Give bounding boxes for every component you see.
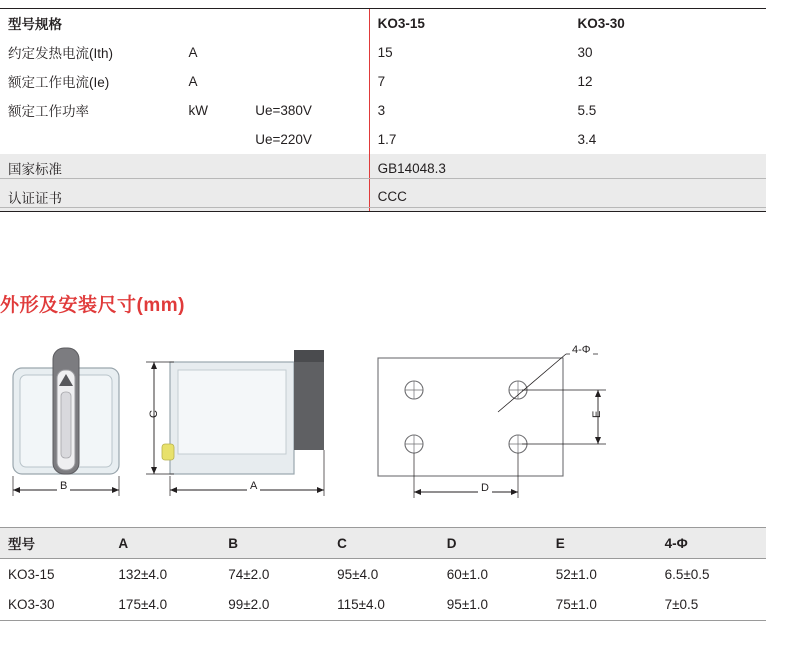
spec-row-value-certificate: CCC bbox=[369, 183, 569, 212]
page-title: 外形及安装尺寸(mm) bbox=[0, 295, 185, 316]
side-view-drawing bbox=[140, 340, 355, 530]
spec-row-unit: kW bbox=[188, 102, 208, 118]
spec-row-value-ko3-15: 7 bbox=[369, 67, 569, 96]
dim-label-e: E bbox=[591, 410, 603, 418]
spec-header-row bbox=[0, 9, 766, 38]
spec-row-label bbox=[0, 125, 180, 154]
spec-header-ko3-15: KO3-15 bbox=[369, 9, 569, 38]
spec-row-cond: Ue=380V bbox=[255, 102, 312, 118]
spec-row-cond: Ue=220V bbox=[255, 131, 312, 147]
dim-header-c: C bbox=[329, 528, 439, 559]
dim-label-d: D bbox=[478, 482, 492, 494]
dim-header-b: B bbox=[220, 528, 329, 559]
spec-row-value-ko3-15: 1.7 bbox=[369, 125, 569, 154]
dim-cell-a: 132±4.0 bbox=[118, 566, 168, 582]
spec-row-label: 国家标准 bbox=[0, 154, 180, 183]
spec-header-cond bbox=[247, 9, 369, 38]
dim-label-b-front: B bbox=[57, 480, 70, 492]
spec-separator-2 bbox=[0, 207, 766, 208]
spec-row-ith bbox=[0, 38, 766, 67]
spec-row-cond bbox=[247, 38, 369, 67]
spec-header-ko3-30: KO3-30 bbox=[570, 9, 766, 38]
dim-label-a: A bbox=[247, 480, 260, 492]
dim-cell-b: 74±2.0 bbox=[228, 566, 270, 582]
spec-row-ie bbox=[0, 67, 766, 96]
dim-label-holes: 4-Φ bbox=[572, 344, 591, 356]
front-view-drawing bbox=[5, 340, 145, 530]
dim-cell-a: 175±4.0 bbox=[110, 590, 220, 621]
dimension-drawings bbox=[0, 330, 786, 520]
dim-header-a: A bbox=[110, 528, 220, 559]
spec-row-value-ko3-15: 15 bbox=[369, 38, 569, 67]
dim-header-row bbox=[0, 528, 766, 559]
dim-cell-b: 99±2.0 bbox=[220, 590, 329, 621]
dim-cell-d: 95±1.0 bbox=[439, 590, 548, 621]
dim-cell-d: 60±1.0 bbox=[446, 566, 488, 582]
dim-label-c: C bbox=[148, 410, 160, 418]
spec-row-value-ko3-15: 3 bbox=[369, 96, 569, 125]
spec-row-power-380 bbox=[0, 96, 766, 125]
dim-cell-c: 95±4.0 bbox=[337, 566, 379, 582]
table-row bbox=[0, 590, 766, 621]
mounting-plate-drawing bbox=[370, 340, 670, 530]
spec-row-label: 约定发热电流(Ith) bbox=[8, 46, 114, 61]
spec-row-value-ko3-30: 30 bbox=[577, 44, 593, 60]
spec-row-label: 额定工作功率 bbox=[8, 104, 89, 119]
dim-header-model: 型号 bbox=[0, 528, 110, 559]
spec-row-unit: A bbox=[188, 44, 198, 60]
dim-cell-c: 115±4.0 bbox=[329, 590, 439, 621]
dim-cell-e: 75±1.0 bbox=[548, 590, 657, 621]
dim-header-e: E bbox=[548, 528, 657, 559]
dim-cell-model: KO3-30 bbox=[0, 590, 110, 621]
spec-row-value-ko3-30: 12 bbox=[577, 73, 593, 89]
spec-header-unit bbox=[180, 9, 247, 38]
specification-table bbox=[0, 8, 766, 212]
spec-row-value-ko3-30: 3.4 bbox=[577, 131, 597, 147]
spec-row-unit: A bbox=[188, 73, 198, 89]
spec-header-label: 型号规格 bbox=[0, 9, 180, 38]
dim-header-d: D bbox=[439, 528, 548, 559]
spec-row-label: 认证证书 bbox=[0, 183, 180, 212]
dim-cell-e: 52±1.0 bbox=[555, 566, 597, 582]
dim-header-holes: 4-Φ bbox=[657, 528, 766, 559]
dimension-table bbox=[0, 527, 766, 621]
spec-row-cond bbox=[247, 67, 369, 96]
spec-row-value-standard: GB14048.3 bbox=[369, 154, 569, 183]
spec-row-unit bbox=[180, 125, 247, 154]
spec-row-value-ko3-30: 5.5 bbox=[577, 102, 597, 118]
table-row bbox=[0, 559, 766, 590]
dim-cell-model: KO3-15 bbox=[8, 566, 55, 582]
spec-row-label: 额定工作电流(Ie) bbox=[8, 75, 110, 90]
dim-cell-holes: 7±0.5 bbox=[657, 590, 766, 621]
spec-row-power-220 bbox=[0, 125, 766, 154]
dim-cell-holes: 6.5±0.5 bbox=[664, 566, 710, 582]
spec-separator-1 bbox=[0, 178, 766, 179]
